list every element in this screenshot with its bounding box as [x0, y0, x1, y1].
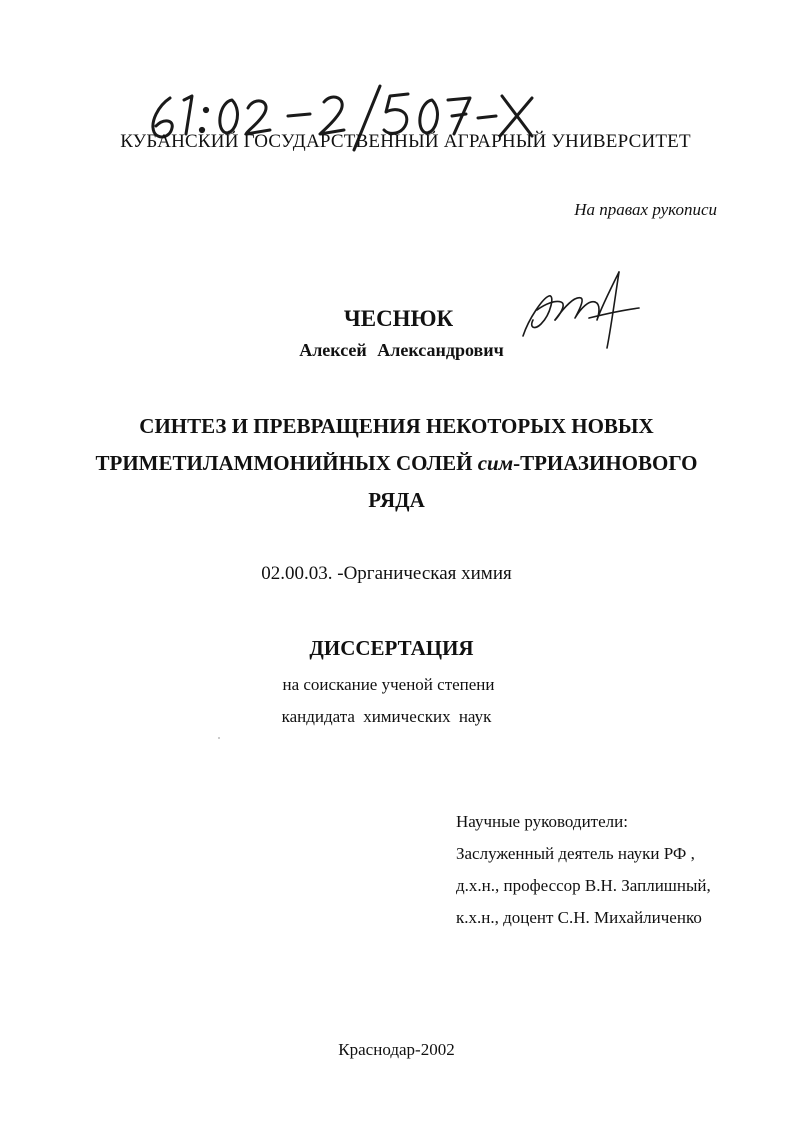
document-type: ДИССЕРТАЦИЯ [309, 636, 474, 660]
degree-line-1: на соискание ученой степени [282, 675, 495, 694]
author-surname: ЧЕСНЮК [343, 306, 454, 331]
title-line-1: СИНТЕЗ И ПРЕВРАЩЕНИЯ НЕКОТОРЫХ НОВЫХ [139, 414, 654, 438]
title-line-2 [60, 445, 733, 482]
manuscript-rights-note: На правах рукописи [574, 200, 717, 219]
title-line-2-italic: сим [477, 451, 514, 475]
degree-line-2: кандидата химических наук [281, 707, 492, 726]
advisor-line: Заслуженный деятель науки РФ , [456, 844, 695, 863]
author-given-names: Алексей Александрович [299, 340, 504, 360]
university-name: КУБАНСКИЙ ГОСУДАРСТВЕННЫЙ АГРАРНЫЙ УНИВЕРСИТЕТ [120, 131, 691, 152]
dissertation-title [60, 408, 733, 519]
title-line-2-prefix: ТРИМЕТИЛАММОНИЙНЫХ СОЛЕЙ [95, 451, 478, 475]
advisor-line: д.х.н., профессор В.Н. Заплишный, [456, 876, 711, 895]
city-year: Краснодар-2002 [338, 1040, 455, 1059]
scientific-advisors [456, 806, 711, 934]
scan-speck [218, 737, 220, 739]
advisors-heading: Научные руководители: [456, 812, 628, 831]
title-line-3: РЯДА [368, 488, 425, 512]
title-line-2-suffix: -ТРИАЗИНОВОГО [513, 451, 698, 475]
specialty-code: 02.00.03. -Органическая химия [261, 563, 512, 584]
advisor-line: к.х.н., доцент С.Н. Михайличенко [456, 908, 702, 927]
